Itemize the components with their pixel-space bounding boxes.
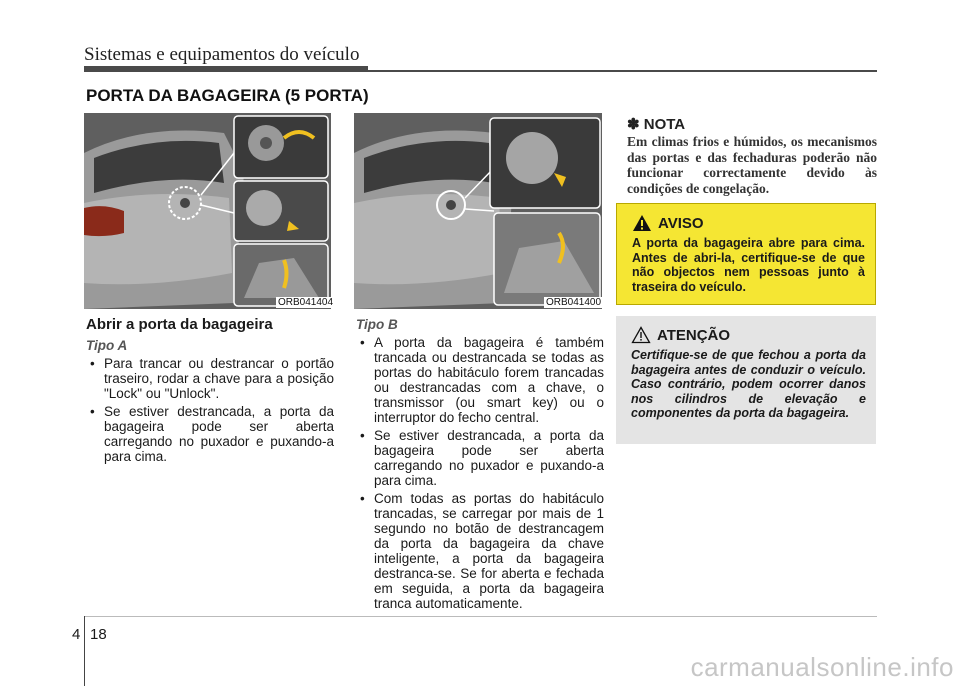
- subsection-heading: Abrir a porta da bagageira: [86, 316, 273, 333]
- caution-triangle-icon: [631, 326, 651, 344]
- bullet-list: [86, 356, 334, 464]
- page-number: 18: [90, 626, 107, 643]
- caution-header: [631, 326, 866, 344]
- section-title: PORTA DA BAGAGEIRA (5 PORTA): [86, 86, 369, 105]
- header-bar: [84, 66, 368, 72]
- warning-heading: AVISO: [658, 214, 704, 232]
- list-item: • Se estiver destrancada, a porta da bagageira pode ser aberta carregando no puxador e puxando-a para cima.: [356, 428, 604, 488]
- footer-rule: [84, 616, 877, 617]
- figure-type-a-illustration: [84, 113, 331, 309]
- warning-box: [616, 203, 876, 305]
- caution-text: Certifique-se de que fechou a porta da bagageira antes de conduzir o veículo. Caso contrário, podem ocorrer danos nos cilindros de elevação e componentes da porta da bagageira.: [631, 348, 866, 420]
- warning-header: [632, 214, 865, 232]
- list-item: • A porta da bagageira é também trancada ou destrancada se todas as portas do habitáculo forem trancadas ou destrancadas com a chave, o transmissor (ou smart key) ou o interruptor do fecho central.: [356, 335, 604, 425]
- figure-type-b: [354, 113, 602, 309]
- footer-separator: [84, 616, 85, 686]
- list-item: • Para trancar ou destrancar o portão traseiro, rodar a chave para a posição "Lock" ou "Unlock".: [86, 356, 334, 401]
- caution-box: [616, 316, 876, 444]
- type-label: Tipo A: [86, 338, 128, 353]
- warning-text: A porta da bagageira abre para cima. Antes de abri-la, certifique-se de que não objectos nem pessoas junto à traseira do veículo.: [632, 236, 865, 294]
- bullet-list: [356, 335, 604, 611]
- figure-code: ORB041400: [546, 297, 602, 308]
- header-rule: [368, 70, 877, 72]
- left-column: [86, 317, 334, 467]
- note-heading: ✽ NOTA: [627, 116, 686, 133]
- middle-column: [356, 317, 604, 614]
- chapter-title: Sistemas e equipamentos do veículo: [84, 44, 360, 65]
- watermark: carmanualsonline.info: [690, 652, 954, 682]
- type-label: Tipo B: [356, 317, 398, 332]
- figure-type-b-illustration: [354, 113, 602, 309]
- warning-triangle-icon: [632, 214, 652, 232]
- list-item: • Se estiver destrancada, a porta da bagageira pode ser aberta carregando no puxador e puxando-a para cima.: [86, 404, 334, 464]
- note-text: Em climas frios e húmidos, os mecanismos das portas e das fechaduras poderão não funcionar correctamente devido às condições de congelação.: [627, 134, 877, 196]
- list-item: • Com todas as portas do habitáculo trancadas, se carregar por mais de 1 segundo no botão de destrancagem da porta da bagageira da chave inteligente, a porta da bagageira destranca-se. Se for aberta e fechada em seguida, a porta da bagageira tranca automaticamente.: [356, 491, 604, 611]
- chapter-number: 4: [72, 626, 81, 643]
- caution-heading: ATENÇÃO: [657, 326, 731, 344]
- figure-type-a: [84, 113, 331, 309]
- figure-code: ORB041404: [278, 297, 334, 308]
